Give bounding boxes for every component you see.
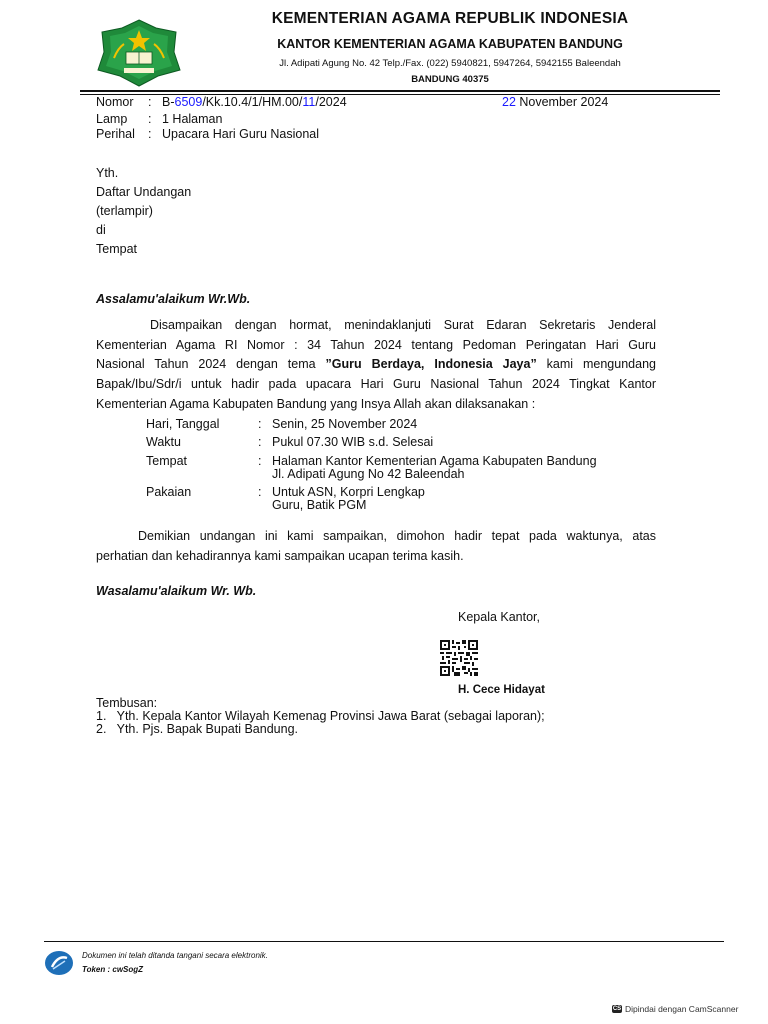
signatory-title: Kepala Kantor, xyxy=(458,610,541,624)
closing-paragraph xyxy=(96,527,656,566)
lamp-label: Lamp xyxy=(96,112,128,126)
letter-date: 22 November 2024 xyxy=(502,95,609,109)
esign-token: Token : cwSogZ xyxy=(82,965,144,974)
recipient-note: (terlampir) xyxy=(96,204,153,218)
tembusan-item: 2. Yth. Pjs. Bapak Bupati Bandung. xyxy=(96,722,298,736)
detail-waktu: Waktu : Pukul 07.30 WIB s.d. Selesai xyxy=(146,435,434,449)
tembusan-item: 1. Yth. Kepala Kantor Wilayah Kemenag Provinsi Jawa Barat (sebagai laporan); xyxy=(96,709,545,723)
farewell: Wasalamu'alaikum Wr. Wb. xyxy=(96,584,257,598)
office-address: Jl. Adipati Agung No. 42 Telp./Fax. (022) 5940821, 5947264, 5942155 Baleendah xyxy=(279,58,621,69)
camscanner-watermark xyxy=(612,1004,738,1014)
esign-note: Dokumen ini telah ditanda tangani secara elektronik. xyxy=(82,951,268,960)
theme-text: ”Guru Berdaya, Indonesia Jaya” xyxy=(325,357,537,372)
body-line: Kementerian Agama RI Nomor : 34 Tahun 2024 tentang Pedoman Peringatan Hari Guru xyxy=(96,337,656,352)
nomor-separator: : xyxy=(148,95,152,109)
lamp-row xyxy=(96,112,396,127)
body-line: Kementerian Agama Kabupaten Bandung yang Insya Allah akan dilaksanakan : xyxy=(96,396,536,411)
detail-pakaian: Pakaian : Untuk ASN, Korpri Lengkap Guru, Batik PGM xyxy=(146,485,425,512)
recipient-di: di xyxy=(96,223,106,237)
lamp-value: 1 Halaman xyxy=(162,112,223,126)
closing-line: Demikian undangan ini kami sampaikan, dimohon hadir tepat pada waktunya, atas xyxy=(138,529,656,543)
closing-line: perhatian dan kehadirannya kami sampaikan ucapan terima kasih. xyxy=(96,548,464,563)
detail-hari: Hari, Tanggal : Senin, 25 November 2024 xyxy=(146,417,418,431)
perihal-label: Perihal xyxy=(96,127,135,141)
footer-rule xyxy=(44,941,724,942)
body-line: Nasional Tahun 2024 dengan tema ”Guru Berdaya, Indonesia Jaya” kami mengundang xyxy=(96,357,656,372)
camscanner-icon: CS xyxy=(612,1006,622,1012)
recipient-yth: Yth. xyxy=(96,166,119,180)
qr-code-icon xyxy=(440,640,478,676)
signatory-name: H. Cece Hidayat xyxy=(458,684,545,696)
body-paragraph xyxy=(96,316,656,415)
office-name: KANTOR KEMENTERIAN AGAMA KABUPATEN BANDUNG xyxy=(277,37,623,51)
recipient-name: Daftar Undangan xyxy=(96,185,192,199)
greeting: Assalamu'alaikum Wr.Wb. xyxy=(96,292,251,306)
body-line: Disampaikan dengan hormat, menindaklanjuti Surat Edaran Sekretaris Jenderal xyxy=(150,318,656,332)
kemenag-emblem-icon xyxy=(96,18,182,88)
detail-tempat: Tempat : Halaman Kantor Kementerian Agama Kabupaten Bandung Jl. Adipati Agung No 42 Baleendah xyxy=(146,454,597,481)
perihal-value: Upacara Hari Guru Nasional xyxy=(162,127,320,141)
recipient-place: Tempat xyxy=(96,242,137,256)
letterhead-rule-thick xyxy=(80,90,720,92)
nomor-row xyxy=(96,95,396,110)
perihal-separator: : xyxy=(148,127,152,141)
camscanner-text: Dipindai dengan CamScanner xyxy=(625,1004,739,1014)
nomor-label: Nomor xyxy=(96,95,134,109)
tembusan-title: Tembusan: xyxy=(96,696,158,710)
bsre-logo-icon xyxy=(44,950,74,976)
nomor-value: B-6509/Kk.10.4/1/HM.00/11/2024 xyxy=(162,95,347,109)
perihal-row xyxy=(96,127,396,142)
body-line: Bapak/Ibu/Sdr/i untuk hadir pada upacara Hari Guru Nasional Tahun 2024 Tingkat Kantor xyxy=(96,377,656,392)
ministry-name: KEMENTERIAN AGAMA REPUBLIK INDONESIA xyxy=(271,10,629,27)
office-city: BANDUNG 40375 xyxy=(411,74,489,85)
lamp-separator: : xyxy=(148,112,152,126)
